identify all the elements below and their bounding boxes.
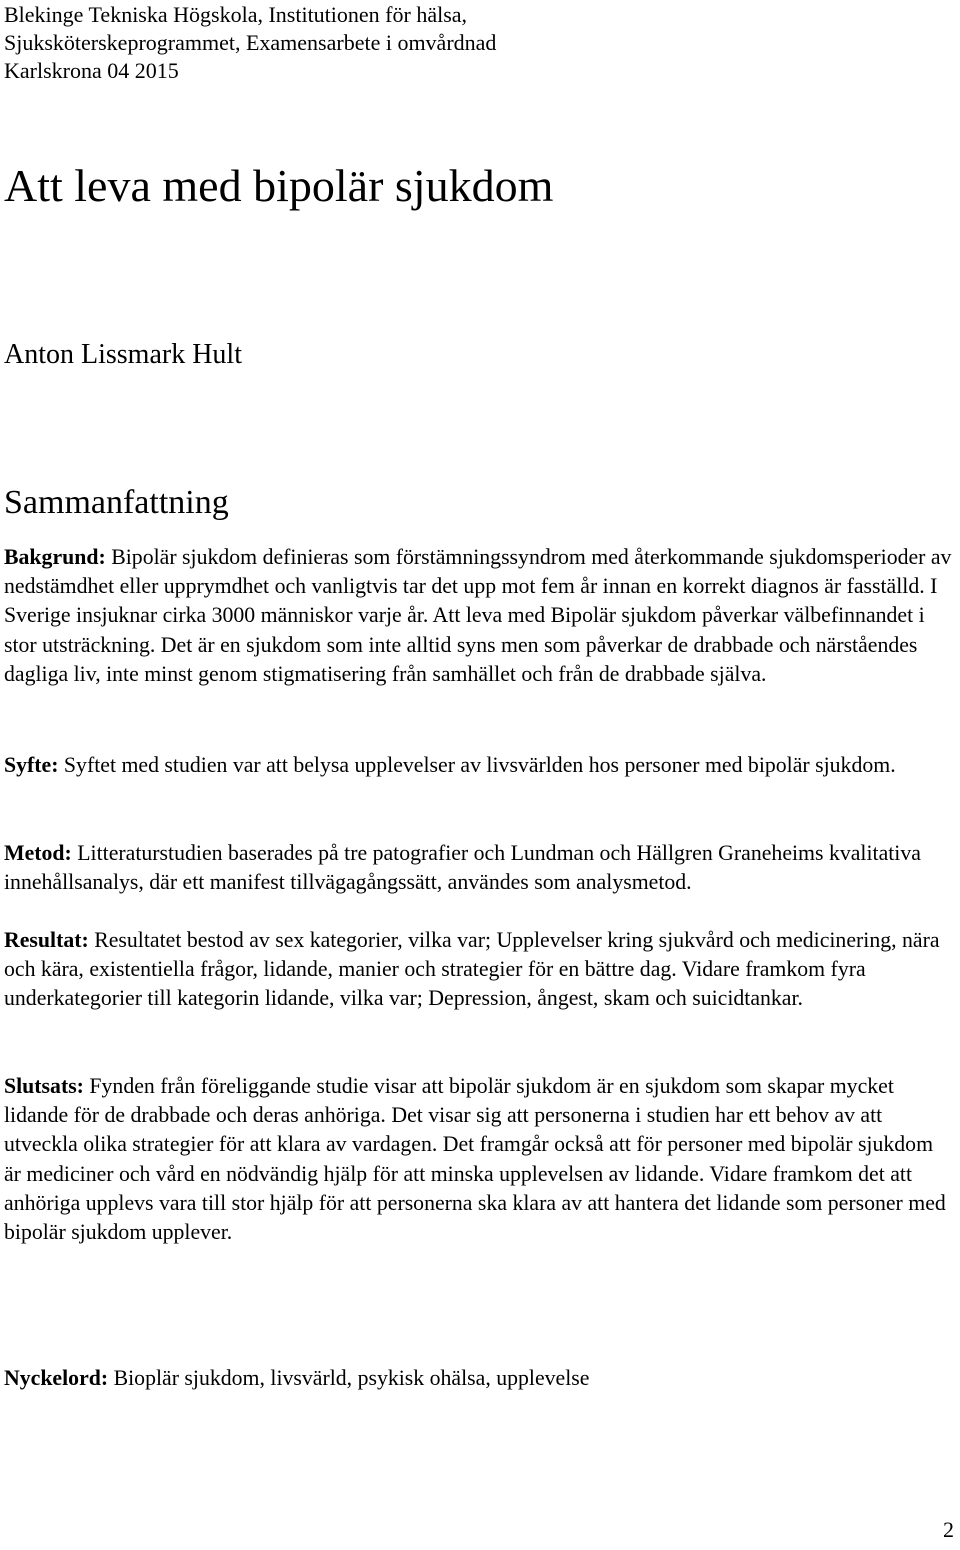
header-line-institution: Blekinge Tekniska Högskola, Institutionen för hälsa, [4, 2, 468, 27]
summary-heading: Sammanfattning [4, 484, 229, 521]
document-page [4, 0, 954, 1550]
nyckelord-label: Nyckelord: [4, 1366, 109, 1390]
institution-header [4, 1, 496, 85]
nyckelord-paragraph [4, 1364, 954, 1393]
resultat-paragraph [4, 926, 954, 1014]
resultat-label: Resultat: [4, 928, 89, 952]
metod-text: Litteraturstudien baserades på tre patografier och Lundman och Hällgren Graneheims kvalitativa innehållsanalys, där ett manifest tillvägagångssätt, användes som analysmetod. [4, 841, 921, 895]
syfte-paragraph [4, 751, 954, 780]
metod-label: Metod: [4, 841, 72, 865]
page-number: 2 [943, 1517, 954, 1542]
bakgrund-label: Bakgrund: [4, 545, 106, 569]
nyckelord-text: Bioplär sjukdom, livsvärld, psykisk ohälsa, upplevelse [108, 1366, 590, 1390]
resultat-text: Resultatet bestod av sex kategorier, vilka var; Upplevelser kring sjukvård och medicinering, nära och kära, existentiella frågor, lidande, manier och strategier för en bättre dag. Vidare framkom fyra underkategorier till kategorin lidande, vilka var; Depression, ångest, skam och suicidtankar. [4, 928, 940, 1011]
document-title: Att leva med bipolär sjukdom [4, 160, 554, 211]
header-line-program: Sjuksköterskeprogrammet, Examensarbete i omvårdnad [4, 30, 497, 55]
slutsats-text: Fynden från föreliggande studie visar att bipolär sjukdom är en sjukdom som skapar mycket lidande för de drabbade och deras anhöriga. Det visar sig att personerna i studien har ett behov av att utveckla olika strategier för att klara av vardagen. Det framgår också att för personer med bipolär sjukdom är mediciner och vård en nödvändig hjälp för att minska upplevelsen av lidande. Vidare framkom det att anhöriga upplevs vara till stor hjälp för att personerna ska klara av att hantera det lidande som personer med bipolär sjukdom upplever. [4, 1074, 946, 1245]
syfte-label: Syfte: [4, 753, 59, 777]
metod-paragraph [4, 839, 954, 897]
bakgrund-text: Bipolär sjukdom definieras som förstämningssyndrom med återkommande sjukdomsperioder av nedstämdhet eller upprymdhet och vanligtvis tar det upp mot fem år innan en korrekt diagnos är fasställd. I Sverige insjuknar cirka 3000 människor varje år. Att leva med Bipolär sjukdom påverkar välbefinnandet i stor utsträckning. Det är en sjukdom som inte alltid syns men som påverkar de drabbade och närståendes dagliga liv, inte minst genom stigmatisering från samhället och från de drabbade själva. [4, 545, 952, 686]
bakgrund-paragraph [4, 543, 954, 689]
slutsats-label: Slutsats: [4, 1074, 84, 1098]
slutsats-paragraph [4, 1072, 954, 1247]
header-line-date: Karlskrona 04 2015 [4, 58, 179, 83]
syfte-text: Syftet med studien var att belysa upplevelser av livsvärlden hos personer med bipolär sjukdom. [58, 753, 896, 777]
author-name: Anton Lissmark Hult [4, 339, 242, 370]
